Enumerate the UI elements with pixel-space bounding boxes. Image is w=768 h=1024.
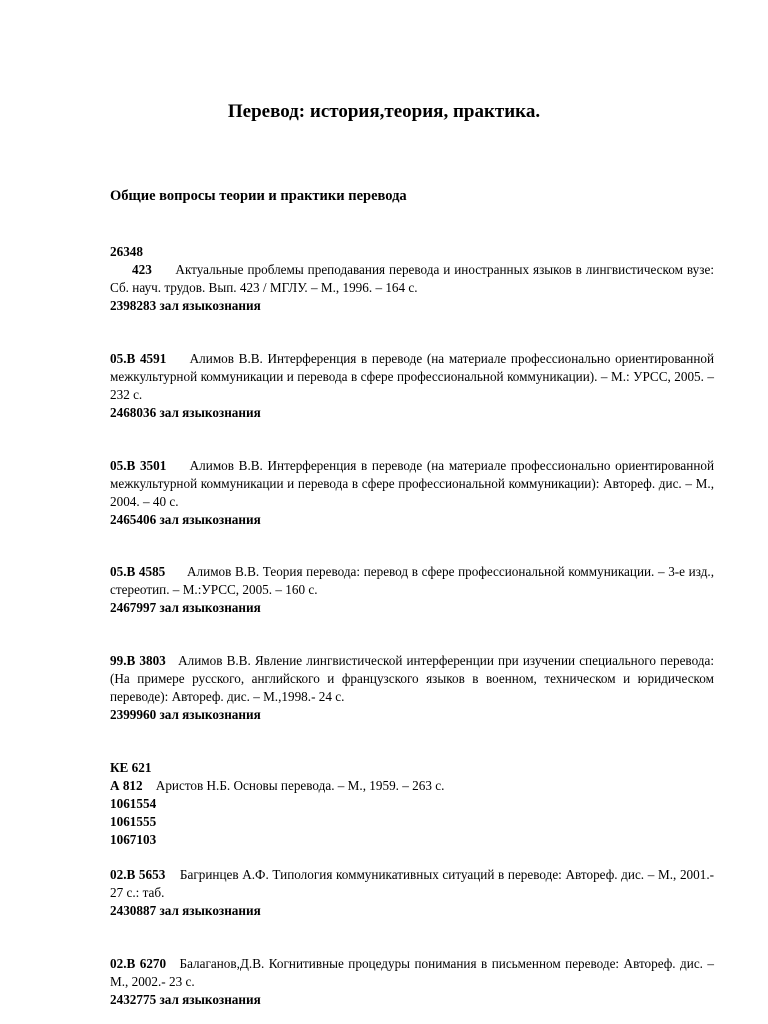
entry-description: Балаганов,Д.В. Когнитивные процедуры понимания в письменном переводе: Автореф. дис. – М., 2002.- 23 с. [110,956,715,989]
entry-description: Аристов Н.Б. Основы перевода. – М., 1959. – 263 с. [155,778,445,793]
shelf-code: 05.В 3501 [110,458,167,473]
holding-location: 2432775 зал языкознания [110,992,261,1007]
shelf-code: 02.В 6270 [110,956,167,971]
entry-description: Алимов В.В. Интерференция в переводе (на материале профессионально ориентированной межкультурной коммуникации и перевода в сфере профессиональной коммуникации): Автореф. дис. – М., 2004. – 40 с. [110,458,715,509]
shelf-code: 26348 [110,244,143,259]
entry-description: Актуальные проблемы преподавания перевода и иностранных языков в лингвистическом вузе: Сб. науч. трудов. Вып. 423 / МГЛУ. – М., 1996. – 164 с. [110,262,714,295]
holding-location: 2465406 зал языкознания [110,512,261,527]
shelf-code-secondary: А 812 [110,778,143,793]
shelf-code: 99.В 3803 [110,653,166,668]
shelf-code: 05.В 4591 [110,351,167,366]
holding-location: 2398283 зал языкознания [110,298,261,313]
entry-description: Алимов В.В. Теория перевода: перевод в сфере профессиональной коммуникации. – 3-е изд., стереотип. – М.:УРСС, 2005. – 160 с. [110,564,714,597]
bibliography-entry [110,457,714,529]
shelf-code: 02.В 5653 [110,867,166,882]
holding-location: 2468036 зал языкознания [110,405,261,420]
section-heading: Общие вопросы теории и практики перевода [110,188,407,204]
bibliography-entry [110,866,714,920]
page-title: Перевод: история,теория, практика. [227,101,541,122]
bibliography-entry [110,243,714,315]
bibliography-entry [110,652,714,724]
holding-location: 1061555 [110,814,157,829]
shelf-code-secondary: 423 [132,262,152,277]
holding-location: 2399960 зал языкознания [110,707,261,722]
holding-location: 2430887 зал языкознания [110,903,261,918]
entry-description: Алимов В.В. Явление лингвистической интерференции при изучении специального перевода: (На примере русского, английского и французского языков в военном, техническом и юридическом переводе): Автореф. дис. – М.,1998.- 24 с. [110,653,715,704]
entry-description: Багринцев А.Ф. Типология коммуникативных ситуаций в переводе: Автореф. дис. – М., 2001.- 27 с.: таб. [110,867,715,900]
holding-location: 1067103 [110,832,157,847]
entry-description: Алимов В.В. Интерференция в переводе (на материале профессионально ориентированной межкультурной коммуникации и перевода в сфере профессиональной коммуникации). – М.: УРСС, 2005. – 232 с. [110,351,715,402]
shelf-code: КЕ 621 [110,760,152,775]
bibliography-entry [110,955,714,1009]
holding-location: 2467997 зал языкознания [110,600,261,615]
shelf-code: 05.В 4585 [110,564,166,579]
bibliography-entry [110,350,714,422]
bibliography-entry [110,759,714,849]
holding-location: 1061554 [110,796,157,811]
bibliography-entry [110,563,714,617]
